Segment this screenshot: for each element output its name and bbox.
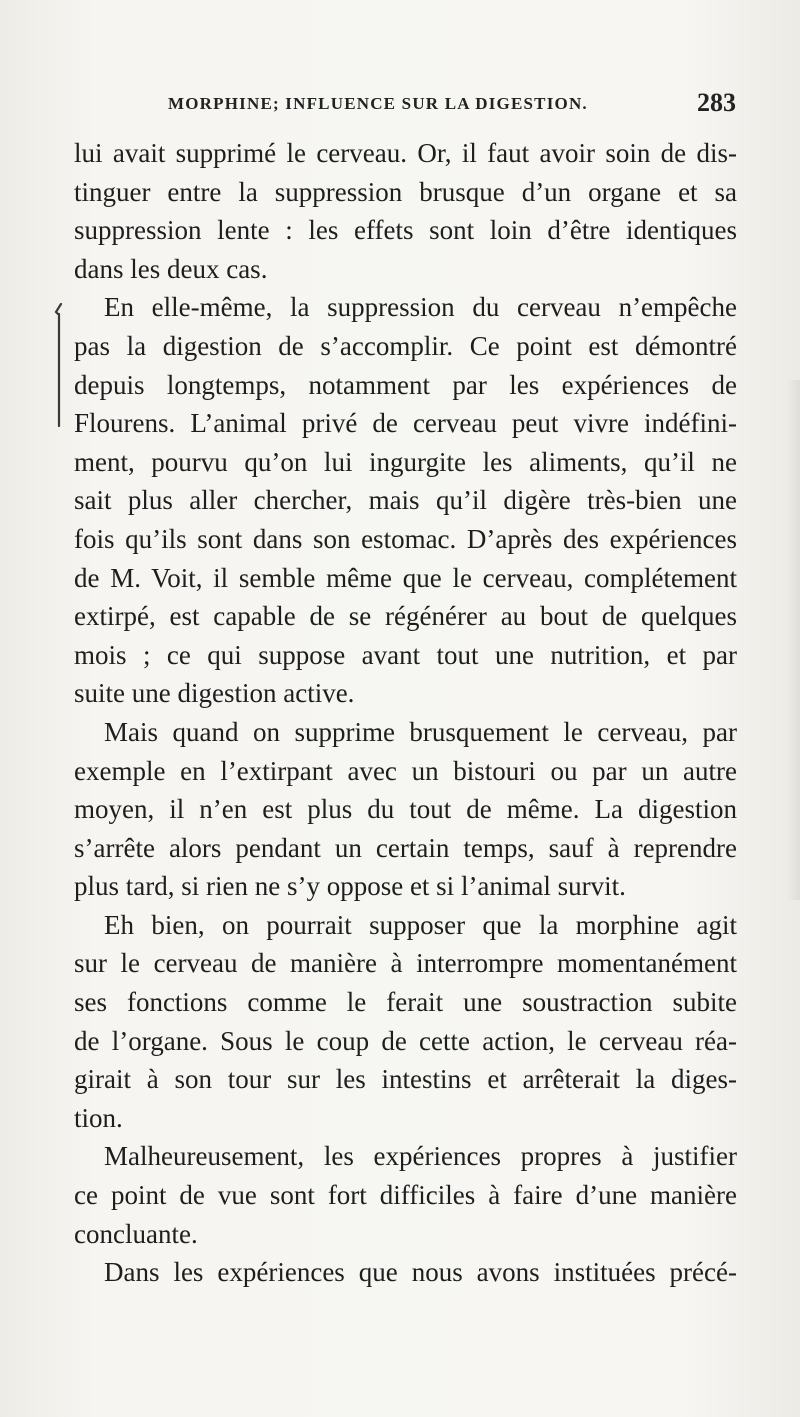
body-text <box>74 134 737 1292</box>
text-line: tinguer entre la suppression brusque d’un organe et sa <box>74 176 737 207</box>
text-line: Malheureusement, les expériences propres à justifier <box>104 1141 737 1172</box>
text-line: ce point de vue sont fort difficiles à faire d’une manière <box>74 1180 737 1211</box>
text-line: Flourens. L’animal privé de cerveau peut vivre indéfini- <box>74 408 737 439</box>
text-line: Mais quand on supprime brusquement le cerveau, par <box>104 716 737 747</box>
text-line: pas la digestion de s’accomplir. Ce point est démontré <box>74 330 737 361</box>
text-line: girait à son tour sur les intestins et arrêterait la diges- <box>74 1064 737 1095</box>
page-number: 283 <box>697 88 736 117</box>
page-edge-shadow <box>786 380 800 900</box>
text-line: plus tard, si rien ne s’y oppose et si l’animal survit. <box>74 871 626 902</box>
text-line: sur le cerveau de manière à interrompre momentanément <box>74 948 737 979</box>
text-line: dans les deux cas. <box>74 253 268 284</box>
text-line: concluante. <box>74 1218 198 1249</box>
text-line: ment, pourvu qu’on lui ingurgite les aliments, qu’il ne <box>74 446 737 477</box>
text-line: En elle-même, la suppression du cerveau n’empêche <box>104 292 737 323</box>
text-line: tion. <box>74 1102 123 1133</box>
text-line: depuis longtemps, notamment par les expériences de <box>74 369 737 400</box>
page-header <box>168 88 740 124</box>
margin-bracket-mark <box>52 300 66 430</box>
text-line: suppression lente : les effets sont loin d’être identiques <box>74 215 737 246</box>
text-line: suite une digestion active. <box>74 678 355 709</box>
text-line: moyen, il n’en est plus du tout de même. La digestion <box>74 794 737 825</box>
text-line: Dans les expériences que nous avons instituées précé- <box>104 1257 737 1288</box>
text-line: s’arrête alors pendant un certain temps, sauf à reprendre <box>74 832 737 863</box>
text-line: extirpé, est capable de se régénérer au bout de quelques <box>74 601 737 632</box>
text-line: lui avait supprimé le cerveau. Or, il faut avoir soin de dis- <box>74 138 737 168</box>
text-line: de l’organe. Sous le coup de cette action, le cerveau réa- <box>74 1025 737 1056</box>
text-line: ses fonctions comme le ferait une soustraction subite <box>74 987 737 1018</box>
text-line: exemple en l’extirpant avec un bistouri ou par un autre <box>74 755 737 786</box>
text-line: de M. Voit, il semble même que le cerveau, complétement <box>74 562 737 593</box>
text-line: mois ; ce qui suppose avant tout une nutrition, et par <box>74 639 737 670</box>
text-line: fois qu’ils sont dans son estomac. D’après des expériences <box>74 523 737 554</box>
text-line: Eh bien, on pourrait supposer que la morphine agit <box>104 909 737 940</box>
text-line: sait plus aller chercher, mais qu’il digère très-bien une <box>74 485 737 516</box>
running-head: MORPHINE; INFLUENCE SUR LA DIGESTION. <box>168 94 588 113</box>
